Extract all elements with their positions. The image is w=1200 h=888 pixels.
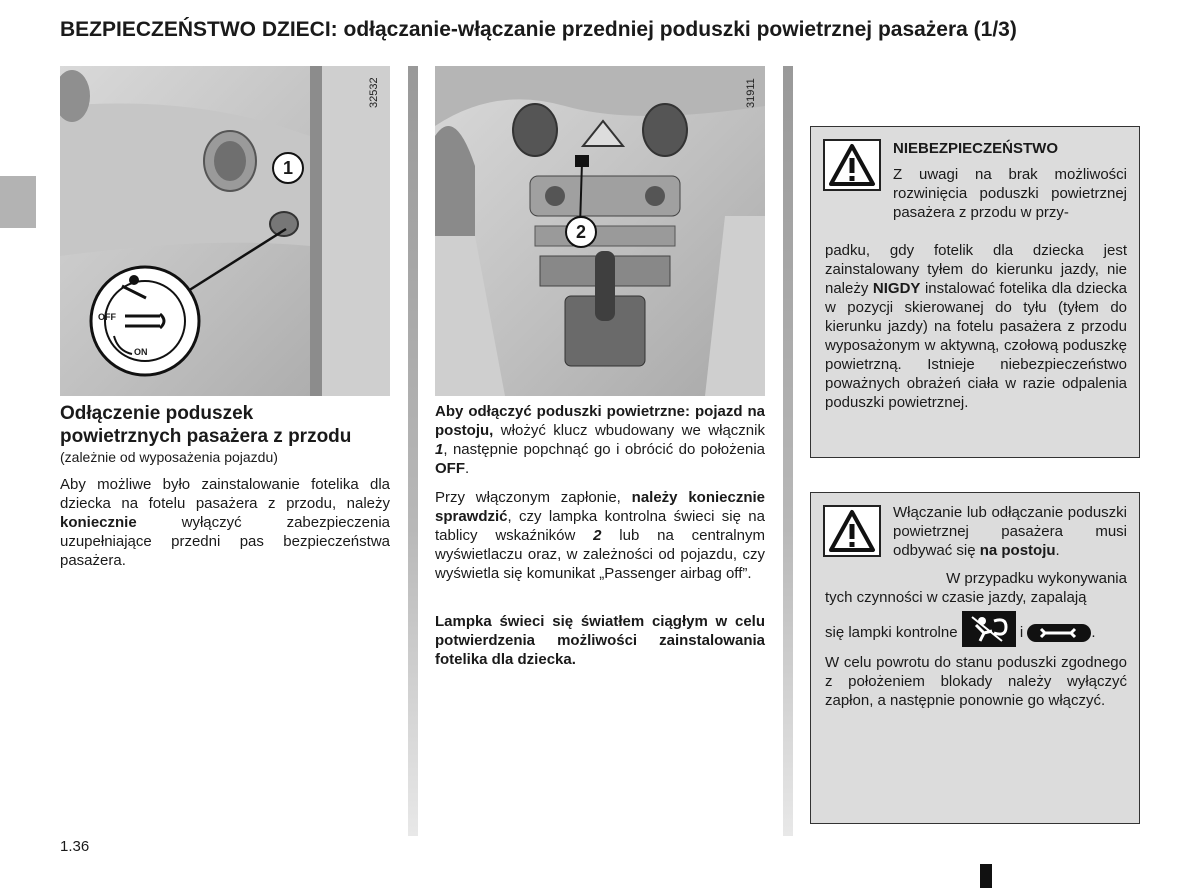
callout-1: 1 — [272, 152, 304, 184]
danger-box — [810, 126, 1140, 458]
airbag-off-lamp-icon — [962, 611, 1016, 647]
chapter-tab — [0, 176, 36, 228]
note-paragraph-1: Włączanie lub odłączanie poduszki powietrznej pasażera musi odbywać się na postoju. — [893, 504, 1127, 559]
switch-off-label: OFF — [98, 312, 116, 322]
note-paragraph-2-line-1: W przypadku wykonywania — [946, 570, 1127, 587]
note-paragraph-3: W celu powrotu do stanu poduszki zgodnego z położeniem blokady należy wyłączyć zapłon, a następnie ponownie go włączyć. — [825, 654, 1127, 709]
middle-paragraph-3: Lampka świeci się światłem ciągłym w celu potwierdzenia możliwości zainstalowania fotelika dla dziecka. — [435, 613, 765, 668]
note-paragraph-2-line-3: się lampki kontrolne i . — [825, 615, 1127, 651]
note-box — [810, 492, 1140, 824]
warning-triangle-icon — [823, 139, 881, 191]
danger-heading: NIEBEZPIECZEŃSTWO — [893, 140, 1059, 157]
center-console-photo — [435, 66, 765, 396]
page-number: 1.36 — [60, 838, 90, 855]
column-separator — [408, 66, 418, 836]
figure-ref-code: 31911 — [745, 78, 757, 108]
heading-line-2: powietrznych pasażera z przodu — [60, 426, 352, 447]
switch-on-label: ON — [134, 347, 148, 357]
figure-ref-code: 32532 — [368, 77, 380, 108]
dashboard-side-photo — [60, 66, 390, 396]
equipment-note: (zależnie od wyposażenia pojazdu) — [60, 449, 278, 465]
callout-2: 2 — [565, 216, 597, 248]
section-heading — [60, 402, 400, 448]
page-edge-mark — [980, 864, 992, 888]
warning-triangle-icon — [823, 505, 881, 557]
danger-body: padku, gdy fotelik dla dziecka jest zainstalowany tyłem do kierunku jazdy, nie należy NIGDY instalować fotelika dla dziecka w pozycji skierowanej do tyłu (tyłem do kierunku jazdy) na fotelu pasażera z przodu wyposażonym w aktywną, czołową poduszkę powietrzną. Istnieje niebezpieczeństwo poważnych obrażeń ciała w razie odpalenia poduszki powietrznej. — [825, 242, 1128, 411]
middle-paragraph-1: Aby odłączyć poduszki powietrzne: pojazd na postoju, włożyć klucz wbudowany we włącznik 1, następnie popchnąć go i obrócić do położenia OFF. — [435, 403, 765, 477]
heading-line-1: Odłączenie poduszek — [60, 403, 254, 424]
middle-paragraph-2: Przy włączonym zapłonie, należy koniecznie sprawdzić, czy lampka kontrolna świeci się na tablicy wskaźników 2 lub na centralnym wyświetlaczu oraz, w zależności od pojazdu, czy wyświetla się komunikat „Passenger airbag off”. — [435, 489, 766, 582]
note-paragraph-2-line-2: tych czynności w czasie jazdy, zapalają — [825, 589, 1087, 606]
left-paragraph: Aby możliwe było zainstalowanie fotelika dla dziecka na fotelu pasażera z przodu, należy koniecznie wyłączyć zabezpieczenia uzupełniające przedni pas bezpieczeństwa pasażera. — [60, 476, 390, 569]
danger-intro: Z uwagi na brak możliwości rozwinięcia poduszki powietrznej pasażera z przodu w przy- — [893, 166, 1127, 221]
column-separator — [783, 66, 793, 836]
page-title: BEZPIECZEŃSTWO DZIECI: odłączanie-włączanie przedniej poduszki powietrznej pasażera (1/3) — [60, 18, 1017, 41]
wrench-lamp-icon — [1027, 624, 1091, 642]
